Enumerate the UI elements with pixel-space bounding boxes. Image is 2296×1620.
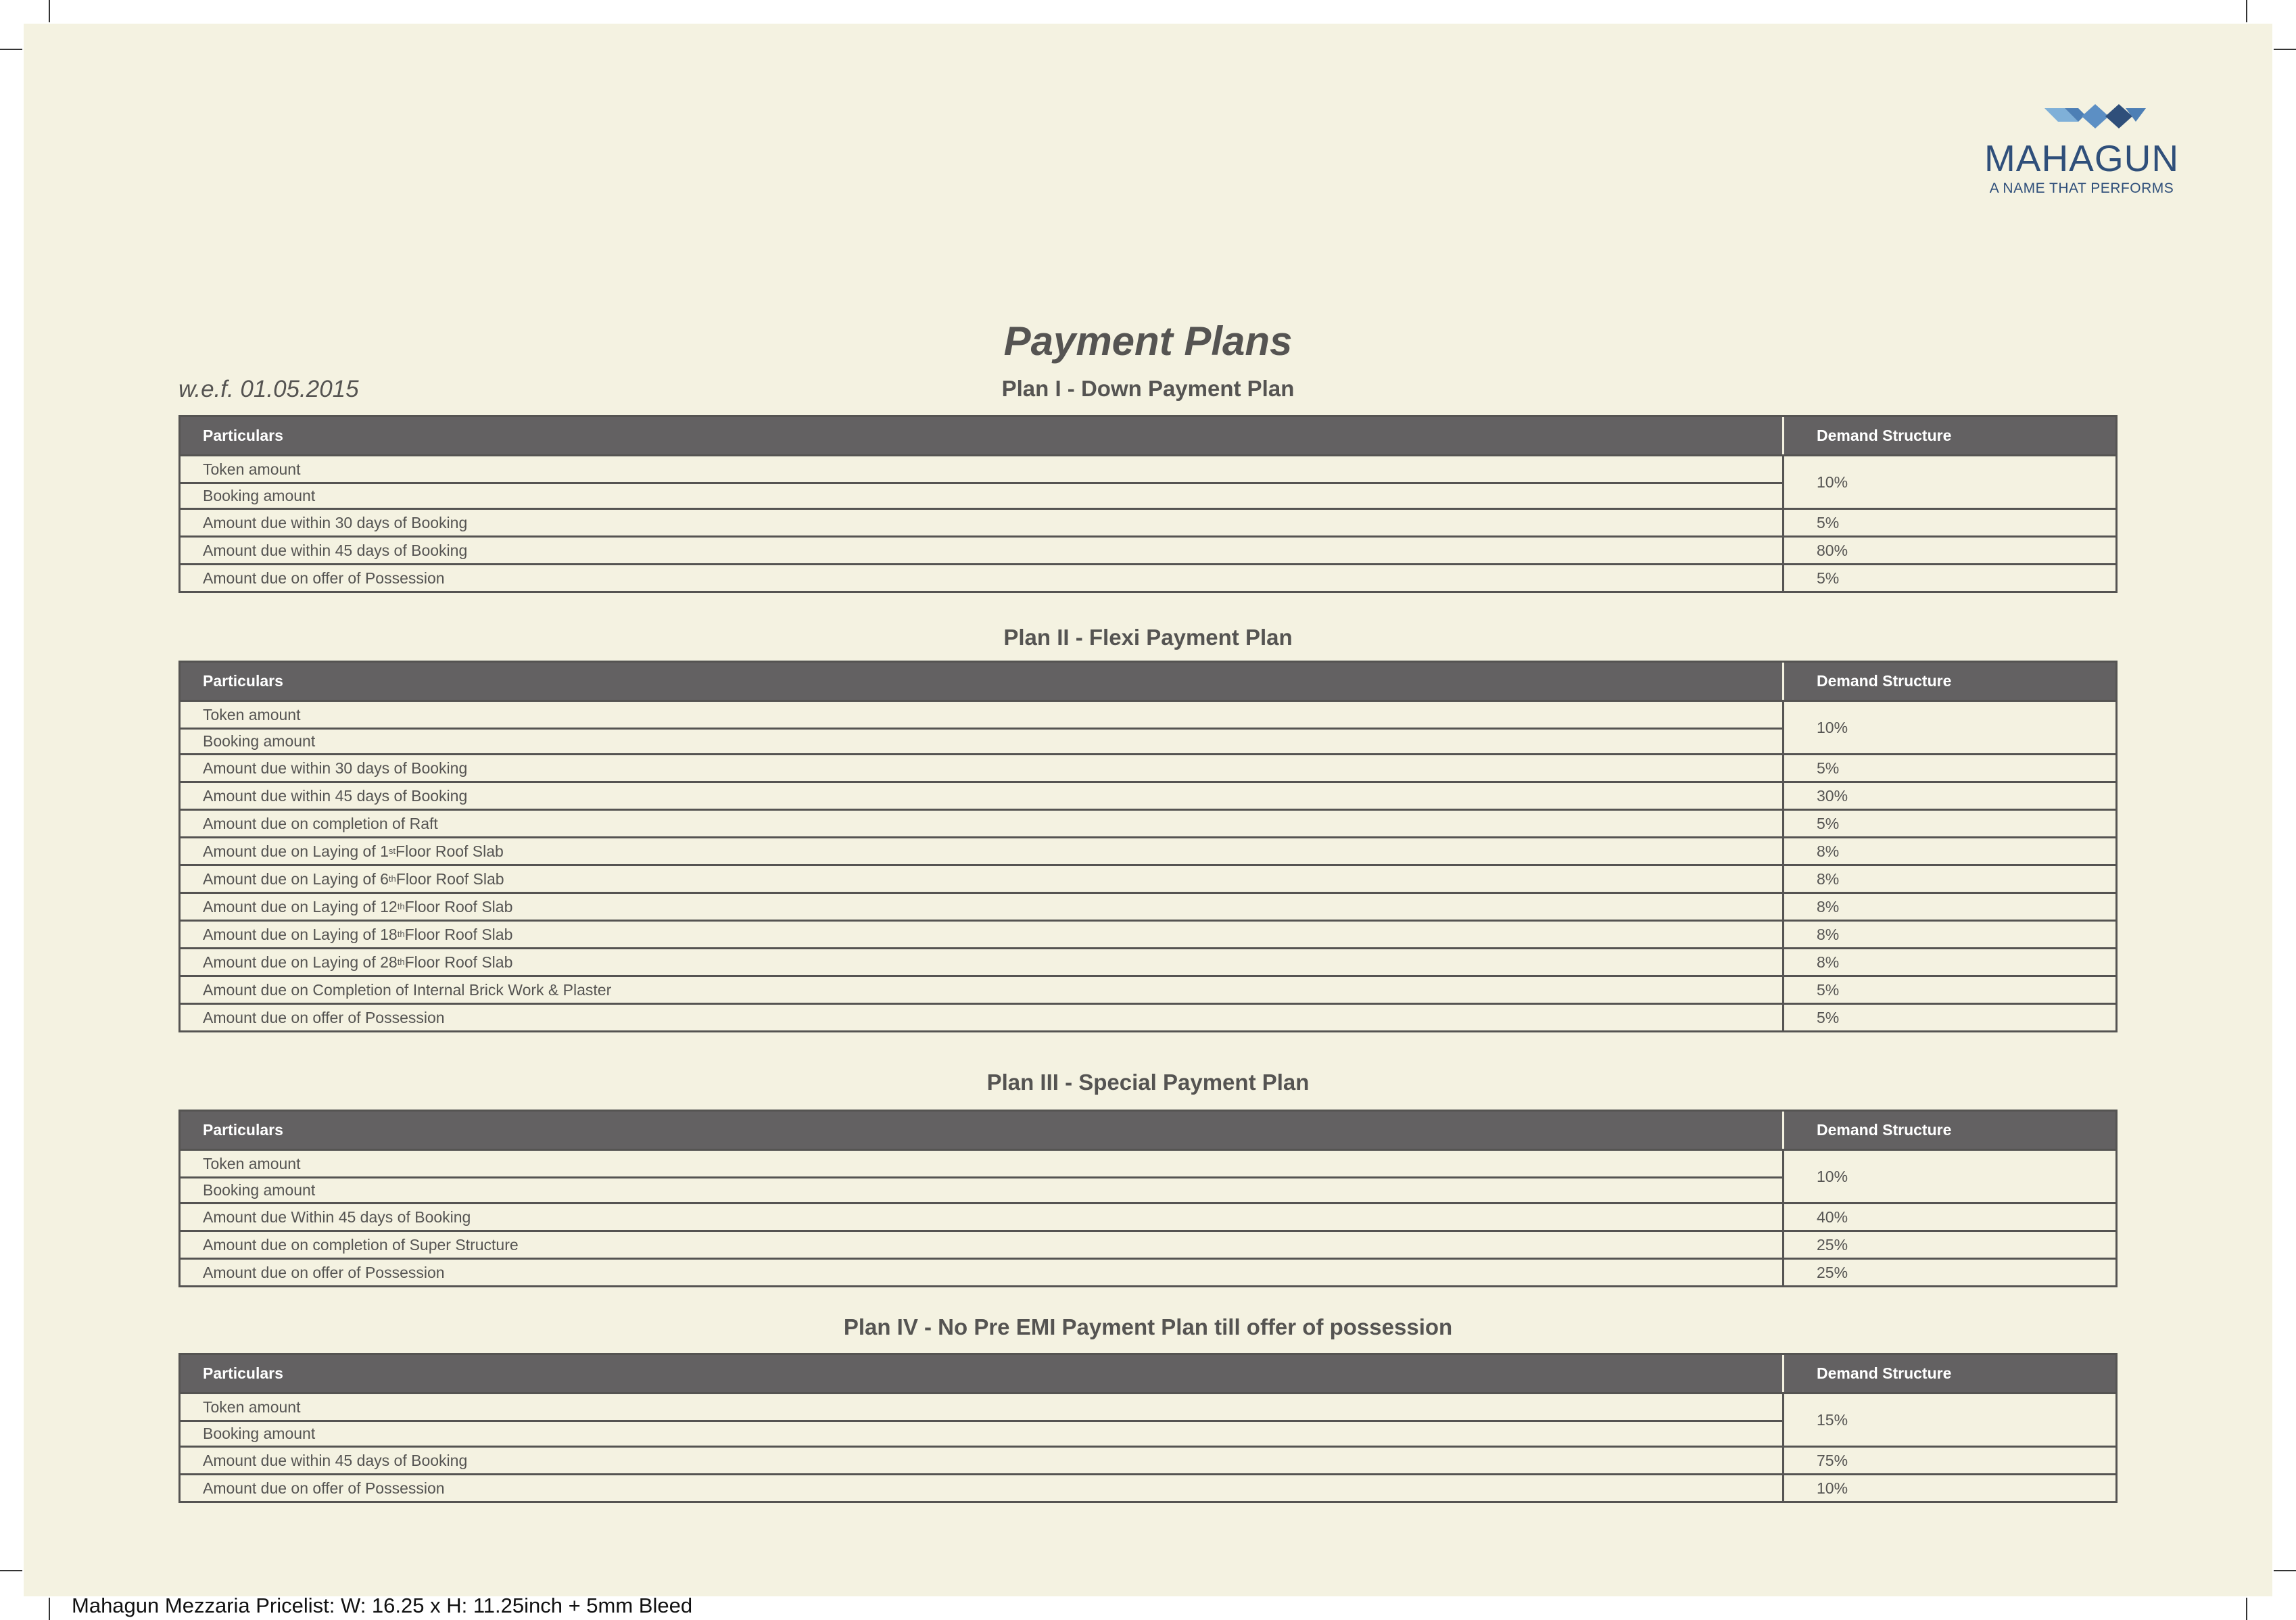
page-title: Payment Plans — [1003, 318, 1293, 364]
table-row — [181, 836, 2115, 864]
plan-heading: Plan IV - No Pre EMI Payment Plan till offer of possession — [843, 1314, 1453, 1339]
demand-cell: 5% — [1817, 569, 1840, 587]
crop-mark — [0, 49, 22, 50]
merged-row — [181, 1392, 2115, 1446]
particular-cell: Token amount — [203, 1154, 301, 1172]
crop-mark — [2274, 49, 2296, 50]
table-row — [181, 975, 2115, 1003]
merged-particulars — [181, 1394, 1784, 1446]
table-row — [181, 809, 2115, 836]
demand-cell: 75% — [1817, 1451, 1848, 1469]
header-particulars: Particulars — [181, 1112, 1784, 1149]
plan-table — [178, 415, 2118, 593]
particular-cell: Token amount — [203, 705, 301, 723]
particular-cell: Amount due on Laying of 18 th Floor Roof Slab — [181, 922, 1784, 947]
merged-particulars — [181, 1151, 1784, 1202]
table-row — [181, 1446, 2115, 1473]
particular-cell: Amount due on Laying of 1 st Floor Roof Slab — [181, 838, 1784, 864]
plan-heading: Plan III - Special Payment Plan — [986, 1070, 1310, 1095]
demand-cell: 40% — [1817, 1208, 1848, 1226]
demand-cell: 15% — [1817, 1410, 1848, 1429]
header-demand-structure: Demand Structure — [1817, 672, 1952, 690]
plan-table — [178, 661, 2118, 1032]
particular-cell: Booking amount — [181, 1420, 1782, 1446]
header-demand-structure: Demand Structure — [1817, 427, 1952, 444]
table-row — [181, 1202, 2115, 1230]
demand-cell: 8% — [1817, 869, 1840, 888]
merged-row — [181, 454, 2115, 508]
crop-mark — [0, 1570, 22, 1571]
header-demand-structure: Demand Structure — [1817, 1121, 1952, 1139]
particular-cell: Amount due Within 45 days of Booking — [181, 1204, 1784, 1230]
plan-table — [178, 1353, 2118, 1503]
particular-cell: Amount due within 45 days of Booking — [181, 783, 1784, 809]
table-row — [181, 1473, 2115, 1501]
demand-cell: 10% — [1817, 718, 1848, 736]
demand-cell: 5% — [1817, 759, 1840, 777]
table-row — [181, 1258, 2115, 1285]
merged-row — [181, 700, 2115, 753]
logo-wordmark: MAHAGUN — [1984, 137, 2180, 179]
particular-cell: Amount due on completion of Raft — [181, 811, 1784, 836]
table-row — [181, 920, 2115, 947]
table-row — [181, 508, 2115, 535]
particular-cell: Token amount — [203, 460, 301, 478]
particular-cell: Amount due within 30 days of Booking — [181, 755, 1784, 781]
table-header-row — [181, 1112, 2115, 1149]
crop-mark — [2246, 1598, 2247, 1620]
crop-mark — [49, 1598, 50, 1620]
demand-cell: 80% — [1817, 541, 1848, 559]
particular-cell: Amount due on offer of Possession — [181, 1475, 1784, 1501]
demand-cell: 10% — [1817, 1167, 1848, 1185]
demand-cell: 8% — [1817, 925, 1840, 943]
crop-mark — [2274, 1570, 2296, 1571]
demand-cell: 5% — [1817, 980, 1840, 999]
table-row — [181, 563, 2115, 591]
plan-heading: Plan I - Down Payment Plan — [1001, 376, 1295, 401]
crop-mark — [2246, 0, 2247, 22]
merged-row — [181, 1149, 2115, 1202]
particular-cell: Booking amount — [181, 1176, 1782, 1202]
particular-cell: Amount due on Laying of 28 th Floor Roof Slab — [181, 949, 1784, 975]
particular-cell: Booking amount — [181, 482, 1782, 508]
demand-cell: 5% — [1817, 1008, 1840, 1026]
merged-particulars — [181, 702, 1784, 753]
header-demand-structure: Demand Structure — [1817, 1364, 1952, 1382]
particular-cell: Amount due within 30 days of Booking — [181, 510, 1784, 535]
header-particulars: Particulars — [181, 1355, 1784, 1392]
plan-table — [178, 1110, 2118, 1287]
table-row — [181, 1230, 2115, 1258]
demand-cell: 5% — [1817, 513, 1840, 531]
particular-cell: Amount due on completion of Super Structure — [181, 1232, 1784, 1258]
demand-cell: 8% — [1817, 897, 1840, 915]
demand-cell: 5% — [1817, 814, 1840, 832]
table-row — [181, 1003, 2115, 1030]
crop-mark — [49, 0, 50, 22]
mahagun-logo — [1974, 103, 2190, 204]
table-row — [181, 753, 2115, 781]
particular-cell: Booking amount — [181, 728, 1782, 753]
table-row — [181, 892, 2115, 920]
merged-particulars — [181, 456, 1784, 508]
particular-cell: Amount due on offer of Possession — [181, 1260, 1784, 1285]
footer-note: Mahagun Mezzaria Pricelist: W: 16.25 x H: 11.25inch + 5mm Bleed — [72, 1594, 693, 1617]
header-particulars: Particulars — [181, 663, 1784, 700]
demand-cell: 8% — [1817, 842, 1840, 860]
particular-cell: Amount due within 45 days of Booking — [181, 1448, 1784, 1473]
particular-cell: Amount due within 45 days of Booking — [181, 538, 1784, 563]
logo-tagline: A NAME THAT PERFORMS — [1989, 181, 2174, 196]
demand-cell: 25% — [1817, 1235, 1848, 1254]
table-header-row — [181, 417, 2115, 454]
logo-mark-icon — [2044, 103, 2146, 130]
table-row — [181, 781, 2115, 809]
plan-heading: Plan II - Flexi Payment Plan — [1003, 625, 1293, 650]
particular-cell: Token amount — [203, 1398, 301, 1416]
table-header-row — [181, 1355, 2115, 1392]
table-row — [181, 535, 2115, 563]
particular-cell: Amount due on Completion of Internal Brick Work & Plaster — [181, 977, 1784, 1003]
table-row — [181, 864, 2115, 892]
table-row — [181, 947, 2115, 975]
demand-cell: 30% — [1817, 786, 1848, 805]
header-particulars: Particulars — [181, 417, 1784, 454]
demand-cell: 10% — [1817, 1479, 1848, 1497]
particular-cell: Amount due on Laying of 12 th Floor Roof Slab — [181, 894, 1784, 920]
particular-cell: Amount due on Laying of 6 th Floor Roof Slab — [181, 866, 1784, 892]
demand-cell: 8% — [1817, 953, 1840, 971]
demand-cell: 10% — [1817, 473, 1848, 491]
effective-date: w.e.f. 01.05.2015 — [178, 376, 359, 402]
particular-cell: Amount due on offer of Possession — [181, 565, 1784, 591]
particular-cell: Amount due on offer of Possession — [181, 1005, 1784, 1030]
table-header-row — [181, 663, 2115, 700]
demand-cell: 25% — [1817, 1263, 1848, 1281]
